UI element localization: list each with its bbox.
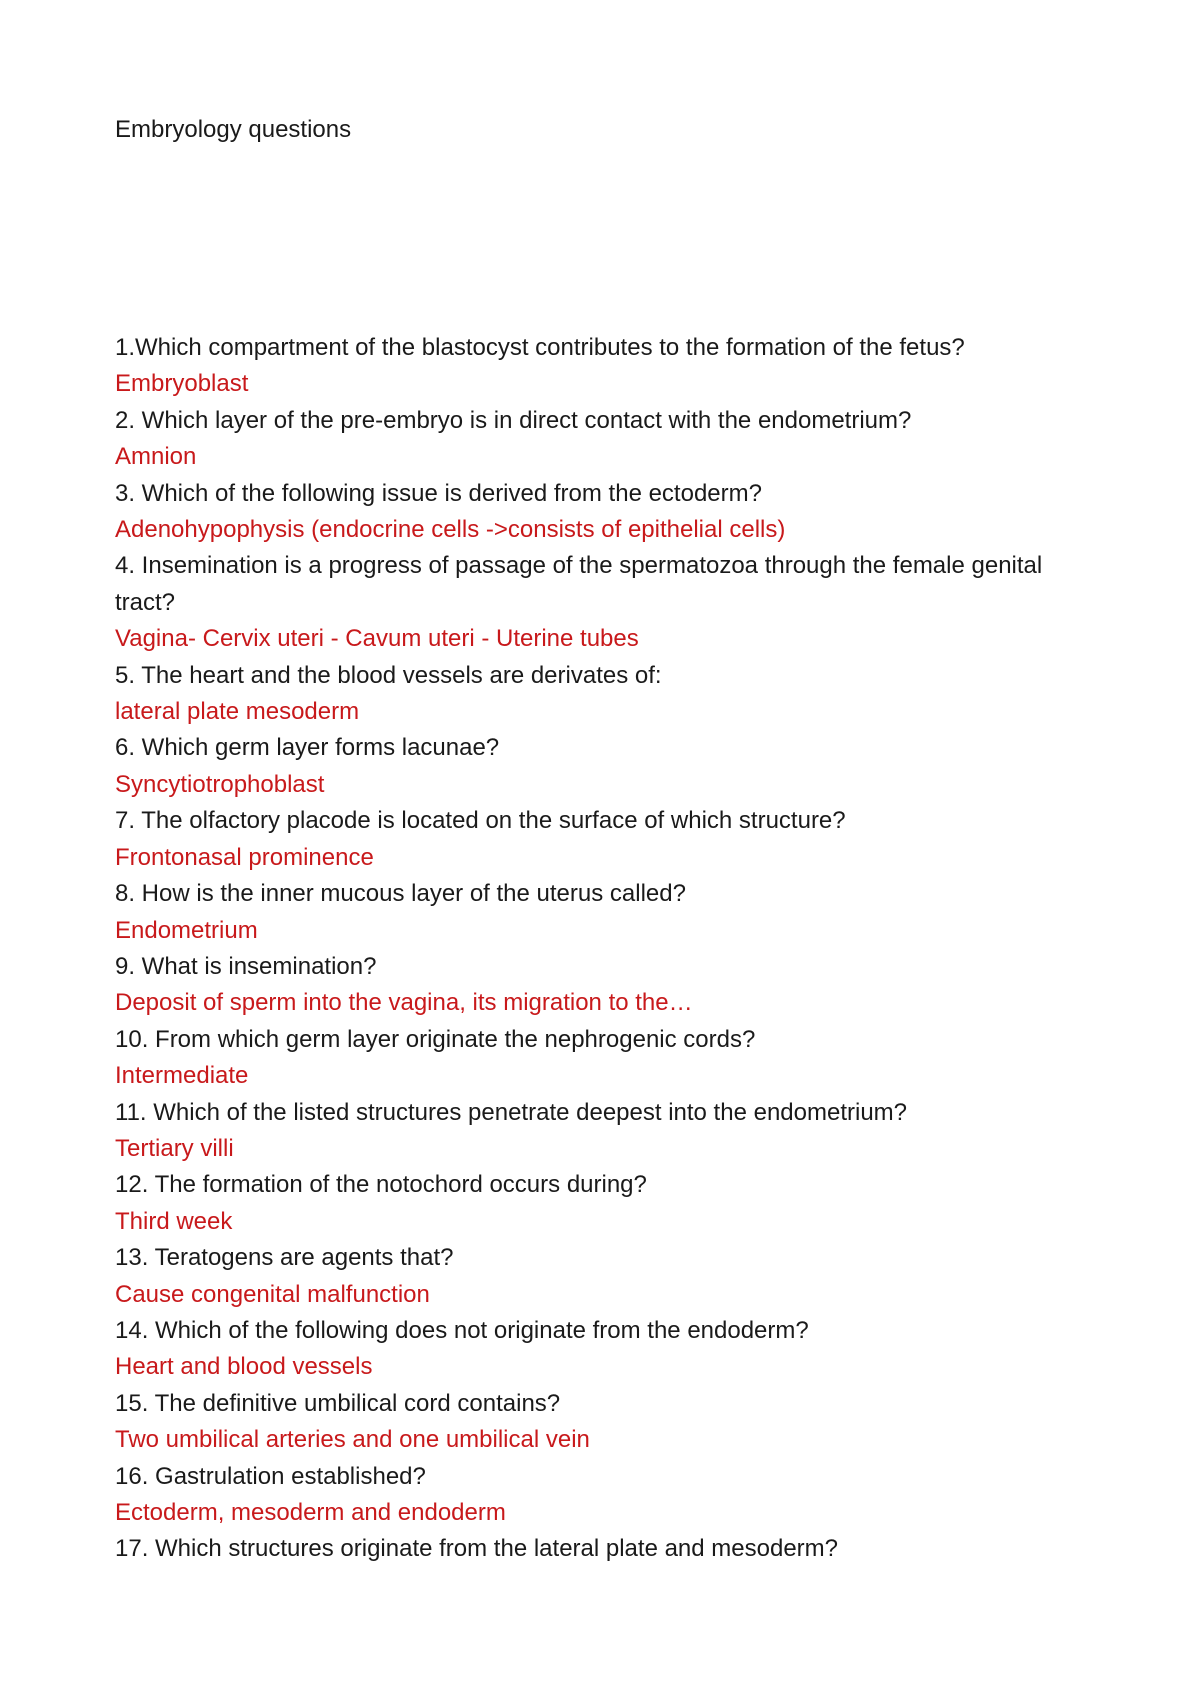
qa-item xyxy=(115,1313,1075,1386)
qa-item xyxy=(115,548,1075,657)
question-text: 1.Which compartment of the blastocyst contributes to the formation of the fetus? xyxy=(115,334,965,361)
qa-item xyxy=(115,1531,1075,1567)
qa-item xyxy=(115,876,1075,949)
qa-item xyxy=(115,1022,1075,1095)
question-text: 12. The formation of the notochord occurs during? xyxy=(115,1171,647,1199)
answer-text: Tertiary villi xyxy=(115,1134,234,1162)
question-text: 11. Which of the listed structures penetrate deepest into the endometrium? xyxy=(115,1098,907,1126)
answer-text: Ectoderm, mesoderm and endoderm xyxy=(115,1499,506,1526)
qa-item xyxy=(115,1095,1075,1168)
question-text: 8. How is the inner mucous layer of the uterus called? xyxy=(115,880,686,908)
qa-item xyxy=(115,403,1075,476)
qa-item xyxy=(115,1240,1075,1313)
answer-text: Embryoblast xyxy=(115,370,249,398)
qa-item xyxy=(115,803,1075,876)
qa-item xyxy=(115,330,1075,403)
question-text: 5. The heart and the blood vessels are derivates of: xyxy=(115,661,662,689)
question-text: 4. Insemination is a progress of passage of the spermatozoa through the female genital tract? xyxy=(115,552,1043,616)
qa-item xyxy=(115,730,1075,803)
qa-item xyxy=(115,1386,1075,1459)
answer-text: Cause congenital malfunction xyxy=(115,1280,430,1308)
answer-text: Endometrium xyxy=(115,916,258,944)
question-text: 13. Teratogens are agents that? xyxy=(115,1244,454,1272)
qa-item xyxy=(115,476,1075,549)
answer-text: Vagina- Cervix uteri - Cavum uteri - Uterine tubes xyxy=(115,625,639,653)
answer-text: Syncytiotrophoblast xyxy=(115,770,325,798)
question-text: 3. Which of the following issue is derived from the ectoderm? xyxy=(115,479,762,507)
question-text: 6. Which germ layer forms lacunae? xyxy=(115,734,500,762)
answer-text: Intermediate xyxy=(115,1062,249,1090)
question-list xyxy=(115,330,1075,1568)
answer-text: Amnion xyxy=(115,443,197,471)
question-text: 16. Gastrulation established? xyxy=(115,1462,426,1490)
question-text: 7. The olfactory placode is located on the surface of which structure? xyxy=(115,807,846,835)
question-text: 2. Which layer of the pre-embryo is in direct contact with the endometrium? xyxy=(115,406,912,434)
qa-item xyxy=(115,1459,1075,1532)
question-text: 9. What is insemination? xyxy=(115,952,377,980)
answer-text: lateral plate mesoderm xyxy=(115,698,360,726)
answer-text: Heart and blood vessels xyxy=(115,1353,373,1381)
answer-text: Frontonasal prominence xyxy=(115,843,374,871)
question-text: 14. Which of the following does not originate from the endoderm? xyxy=(115,1316,809,1344)
answer-text: Two umbilical arteries and one umbilical vein xyxy=(115,1426,590,1454)
question-text: 15. The definitive umbilical cord contains? xyxy=(115,1389,561,1417)
document-title: Embryology questions xyxy=(115,116,352,143)
qa-item xyxy=(115,658,1075,731)
qa-item xyxy=(115,1167,1075,1240)
answer-text: Third week xyxy=(115,1207,233,1235)
answer-text: Deposit of sperm into the vagina, its migration to the… xyxy=(115,989,693,1017)
qa-item xyxy=(115,949,1075,1022)
question-text: 17. Which structures originate from the lateral plate and mesoderm? xyxy=(115,1535,839,1563)
answer-text: Adenohypophysis (endocrine cells ->consists of epithelial cells) xyxy=(115,516,786,544)
question-text: 10. From which germ layer originate the nephrogenic cords? xyxy=(115,1025,756,1053)
